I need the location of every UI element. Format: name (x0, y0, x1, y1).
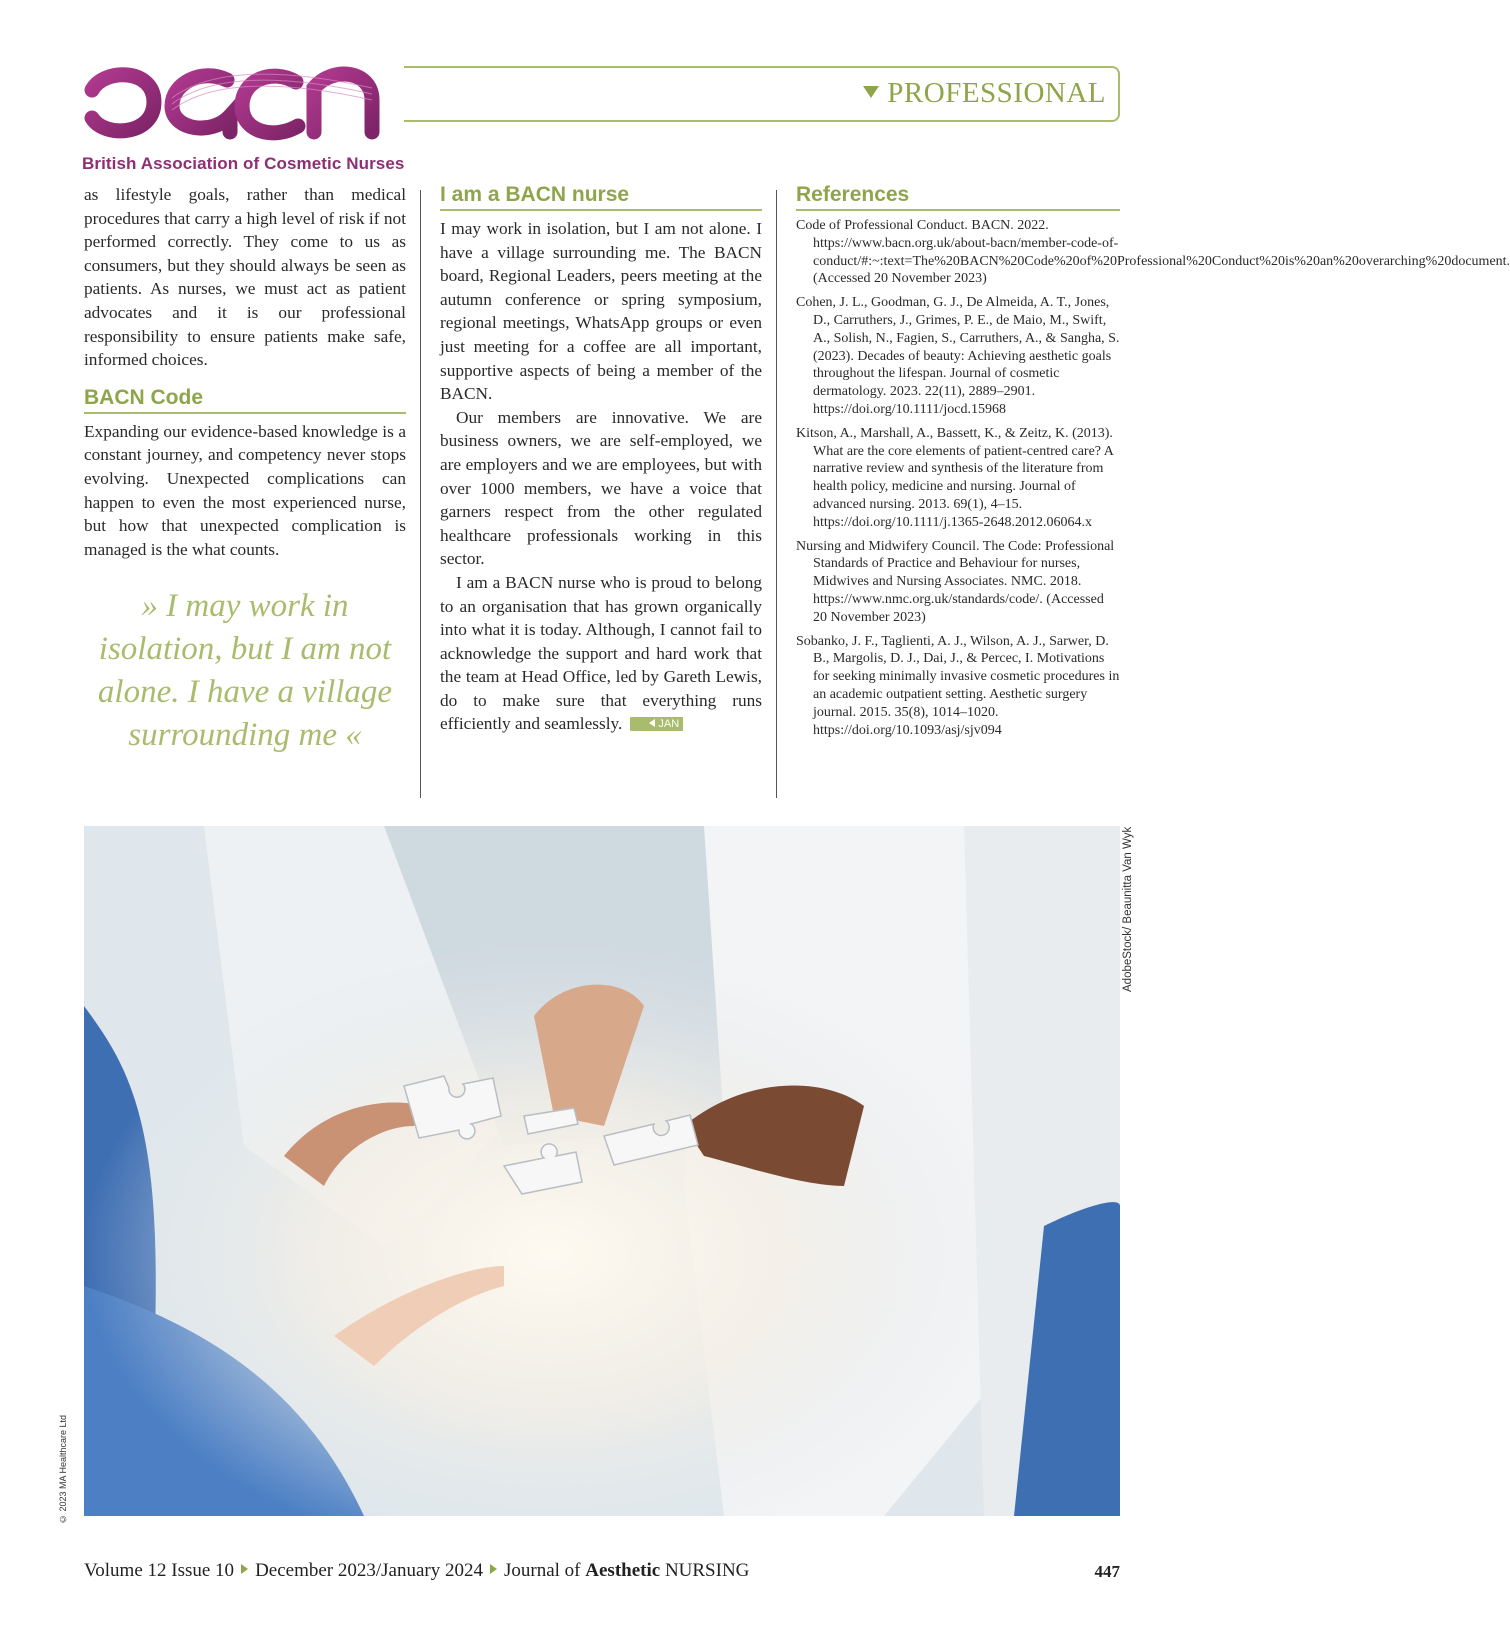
end-badge-label: JAN (658, 718, 680, 731)
photo-illustration (84, 826, 1120, 1516)
triangle-left-icon (649, 719, 655, 727)
footer-journal-bold: Aesthetic (585, 1560, 661, 1581)
intro-paragraph: as lifestyle goals, rather than medical procedures that carry a high level of risk if not performed correctly. They come to us as consumers, but they should always be seen as patients. As nurses, we must act as patient advocates and it is our professional responsibility to ensure patients make safe, informed choices. (84, 185, 406, 370)
bacn-nurse-heading: I am a BACN nurse (440, 183, 762, 211)
column-3 (796, 183, 1510, 745)
section-tag-box (404, 66, 1120, 122)
references-heading: References (796, 183, 1120, 211)
reference-item: Code of Professional Conduct. BACN. 2022. https://www.bacn.org.uk/about-bacn/member-code-of-conduct/#:~:text=The%20BACN%20Code%20of%20Professional%20Conduct%20is%20an%20overarching%20document. (Accessed 20 November 2023) (796, 218, 1510, 287)
triangle-down-icon (863, 86, 879, 98)
nurse-paragraph-2: Our members are innovative. We are business owners, we are self-employed, we are employers and we are employees, but with over 1000 members, we have a voice that garners respect from the other regulated healthcare professionals working in this sector. (440, 407, 762, 569)
nurse-paragraph-1: I may work in isolation, but I am not alone. I have a village surrounding me. The BACN board, Regional Leaders, peers meeting at the autumn conference or spring symposium, regional meetings, WhatsApp groups or even just meeting for a coffee are all important, supportive aspects of being a member of the BACN. (440, 219, 762, 404)
column-1 (84, 183, 406, 757)
reference-item: Cohen, J. L., Goodman, G. J., De Almeida, A. T., Jones, D., Carruthers, J., Grimes, P. E., de Maio, M., Swift, A., Solish, N., Fagien, S., Carruthers, A., & Sangha, S. (2023). Decades of beauty: Achieving aesthetic goals throughout the lifespan. Journal of cosmetic dermatology. 2023. 22(11), 2889–2901. https://doi.org/10.1111/jocd.15968 (796, 295, 1120, 417)
reference-item: Kitson, A., Marshall, A., Bassett, K., & Zeitz, K. (2013). What are the core elements of patient-centred care? A narrative review and synthesis of the literature from health policy, medicine and nursing. Journal of advanced nursing. 2013. 69(1), 4–15. https://doi.org/10.1111/j.1365-2648.2012.06064.x (796, 425, 1114, 530)
footer-journal-prefix: Journal of (504, 1560, 581, 1581)
footer-date: December 2023/January 2024 (255, 1560, 483, 1581)
bacn-wordmark-icon (82, 28, 382, 148)
page-number: 447 (1094, 1562, 1120, 1581)
bacn-code-heading: BACN Code (84, 386, 406, 414)
footer-volume: Volume 12 Issue 10 (84, 1560, 235, 1581)
photo-credit: AdobeStock/ Beaunitta Van Wyk (1122, 826, 1134, 992)
nurse-paragraph-3 (440, 571, 762, 736)
section-tag-label: PROFESSIONAL (887, 77, 1106, 109)
column-divider (776, 190, 777, 798)
triangle-right-icon (490, 1564, 497, 1574)
triangle-right-icon (241, 1564, 248, 1574)
bacn-logo (82, 28, 405, 178)
end-of-article-badge (630, 717, 683, 731)
reference-item: Nursing and Midwifery Council. The Code: Professional Standards of Practice and Behaviour for nurses, Midwives and Nursing Associates. NMC. 2018. https://www.nmc.org.uk/standards/code/. (Accessed 20 November 2023) (796, 538, 1115, 625)
footer (84, 1560, 749, 1582)
column-divider (420, 190, 421, 798)
nurse-paragraph-3-text: I am a BACN nurse who is proud to belong to an organisation that has grown organically into what it is today. Although, I cannot fail to acknowledge the support and hard work that the team at Head Office, led by Gareth Lewis, do to make sure that everything runs efficiently and seamlessly. (440, 572, 762, 734)
pull-quote: » I may work in isolation, but I am not alone. I have a village surrounding me « (97, 588, 393, 754)
puzzle-hands-photo (84, 826, 1120, 1516)
column-2 (440, 183, 762, 736)
copyright-notice: © 2023 MA Healthcare Ltd (58, 1414, 68, 1524)
logo-subtitle: British Association of Cosmetic Nurses (82, 154, 405, 173)
section-tag (863, 77, 1106, 110)
footer-journal-suffix: NURSING (664, 1560, 750, 1581)
bacn-code-paragraph: Expanding our evidence-based knowledge is a constant journey, and competency never stops evolving. Unexpected complications can happen to even the most experienced nurse, but how that unexpected complication is managed is the what counts. (84, 421, 406, 559)
reference-item: Sobanko, J. F., Taglienti, A. J., Wilson, A. J., Sarwer, D. B., Margolis, D. J., Dai, J., & Percec, I. Motivations for seeking minimally invasive cosmetic procedures in an academic outpatient setting. Aesthetic surgery journal. 2015. 35(8), 1014–1020. https://doi.org/10.1093/asj/sjv094 (796, 633, 1120, 738)
